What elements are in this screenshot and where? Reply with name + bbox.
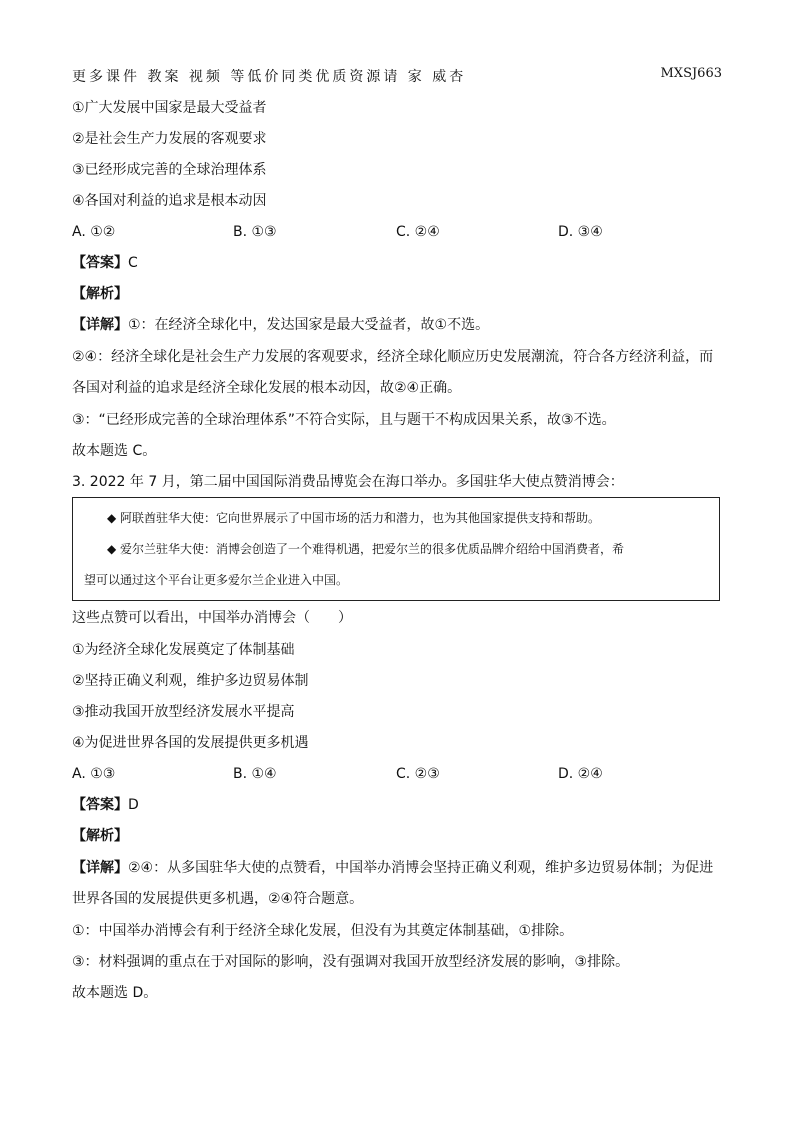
q2-statement-3: ③已经形成完善的全球治理体系 (72, 162, 267, 178)
answer-label: 【答案】 (72, 255, 128, 271)
q3-statement-2: ②坚持正确义利观，维护多边贸易体制 (72, 673, 309, 689)
detail-label: 【详解】 (72, 317, 128, 333)
q2-statement-4: ④各国对利益的追求是根本动因 (72, 193, 267, 209)
q3-statement-4: ④为促进世界各国的发展提供更多机遇 (72, 735, 309, 751)
q2-detail-3: ③：“已经形成完善的全球治理体系”不符合实际，且与题干不构成因果关系，故③不选。 (72, 412, 616, 428)
q2-option-a: A. ①② (72, 224, 116, 240)
q3-statement-3: ③推动我国开放型经济发展水平提高 (72, 704, 295, 720)
q2-analysis-label: 【解析】 (72, 286, 128, 302)
q2-option-d: D. ③④ (558, 224, 603, 240)
q3-detail-1a (72, 858, 713, 878)
q2-option-b: B. ①③ (233, 224, 277, 240)
q2-statement-2: ②是社会生产力发展的客观要求 (72, 131, 267, 147)
q3-stem: 3. 2022 年 7 月，第二届中国国际消费品博览会在海口举办。多国驻华大使点赞消博会： (72, 474, 624, 490)
q3-option-b: B. ①④ (233, 766, 277, 782)
q3-detail-1b: 世界各国的发展提供更多机遇，②④符合题意。 (72, 891, 364, 907)
q3-detail-3: ③：材料强调的重点在于对国际的影响，没有强调对我国开放型经济发展的影响，③排除。 (72, 954, 630, 970)
q2-detail-2a: ②④：经济全球化是社会生产力发展的客观要求，经济全球化顺应历史发展潮流，符合各方经济利益，而 (72, 349, 714, 365)
q3-statement-1: ①为经济全球化发展奠定了体制基础 (72, 642, 295, 658)
detail-text: ②④：从多国驻华大使的点赞看，中国举办消博会坚持正确义利观，维护多边贸易体制；为促进 (128, 860, 714, 876)
header-code: MXSJ663 (660, 66, 722, 81)
answer-value: C (128, 255, 138, 271)
q3-question: 这些点赞可以看出，中国举办消博会（ ） (72, 610, 352, 626)
quote-box (72, 497, 720, 601)
q3-analysis-label: 【解析】 (72, 828, 128, 844)
answer-value: D (128, 797, 139, 813)
answer-label: 【答案】 (72, 797, 128, 813)
header-promo-text: 更多课件 教案 视频 等低价同类优质资源请 家 威杏 (72, 69, 467, 85)
q3-answer (72, 795, 139, 815)
q3-detail-2: ①：中国举办消博会有利于经济全球化发展，但没有为其奠定体制基础，①排除。 (72, 923, 574, 939)
q2-detail-2b: 各国对利益的追求是经济全球化发展的根本动因，故②④正确。 (72, 380, 462, 396)
q3-option-d: D. ②④ (558, 766, 603, 782)
detail-label: 【详解】 (72, 860, 128, 876)
q2-option-c: C. ②④ (396, 224, 440, 240)
detail-text: ①：在经济全球化中，发达国家是最大受益者，故①不选。 (128, 317, 490, 333)
quote-ireland-ambassador-a: ◆ 爱尔兰驻华大使：消博会创造了一个难得机遇，把爱尔兰的很多优质品牌介绍给中国消费者，希 (107, 542, 625, 556)
quote-uae-ambassador: ◆ 阿联酋驻华大使：它向世界展示了中国市场的活力和潜力，也为其他国家提供支持和帮助。 (107, 511, 601, 525)
q2-answer (72, 253, 138, 273)
q2-statement-1: ①广大发展中国家是最大受益者 (72, 100, 267, 116)
page-header (72, 66, 722, 86)
q3-option-a: A. ①③ (72, 766, 116, 782)
q2-conclusion: 故本题选 C。 (72, 443, 157, 459)
q3-option-c: C. ②③ (396, 766, 440, 782)
quote-ireland-ambassador-b: 望可以通过这个平台让更多爱尔兰企业进入中国。 (84, 573, 349, 587)
q2-detail-1 (72, 315, 489, 335)
q3-conclusion: 故本题选 D。 (72, 985, 158, 1001)
